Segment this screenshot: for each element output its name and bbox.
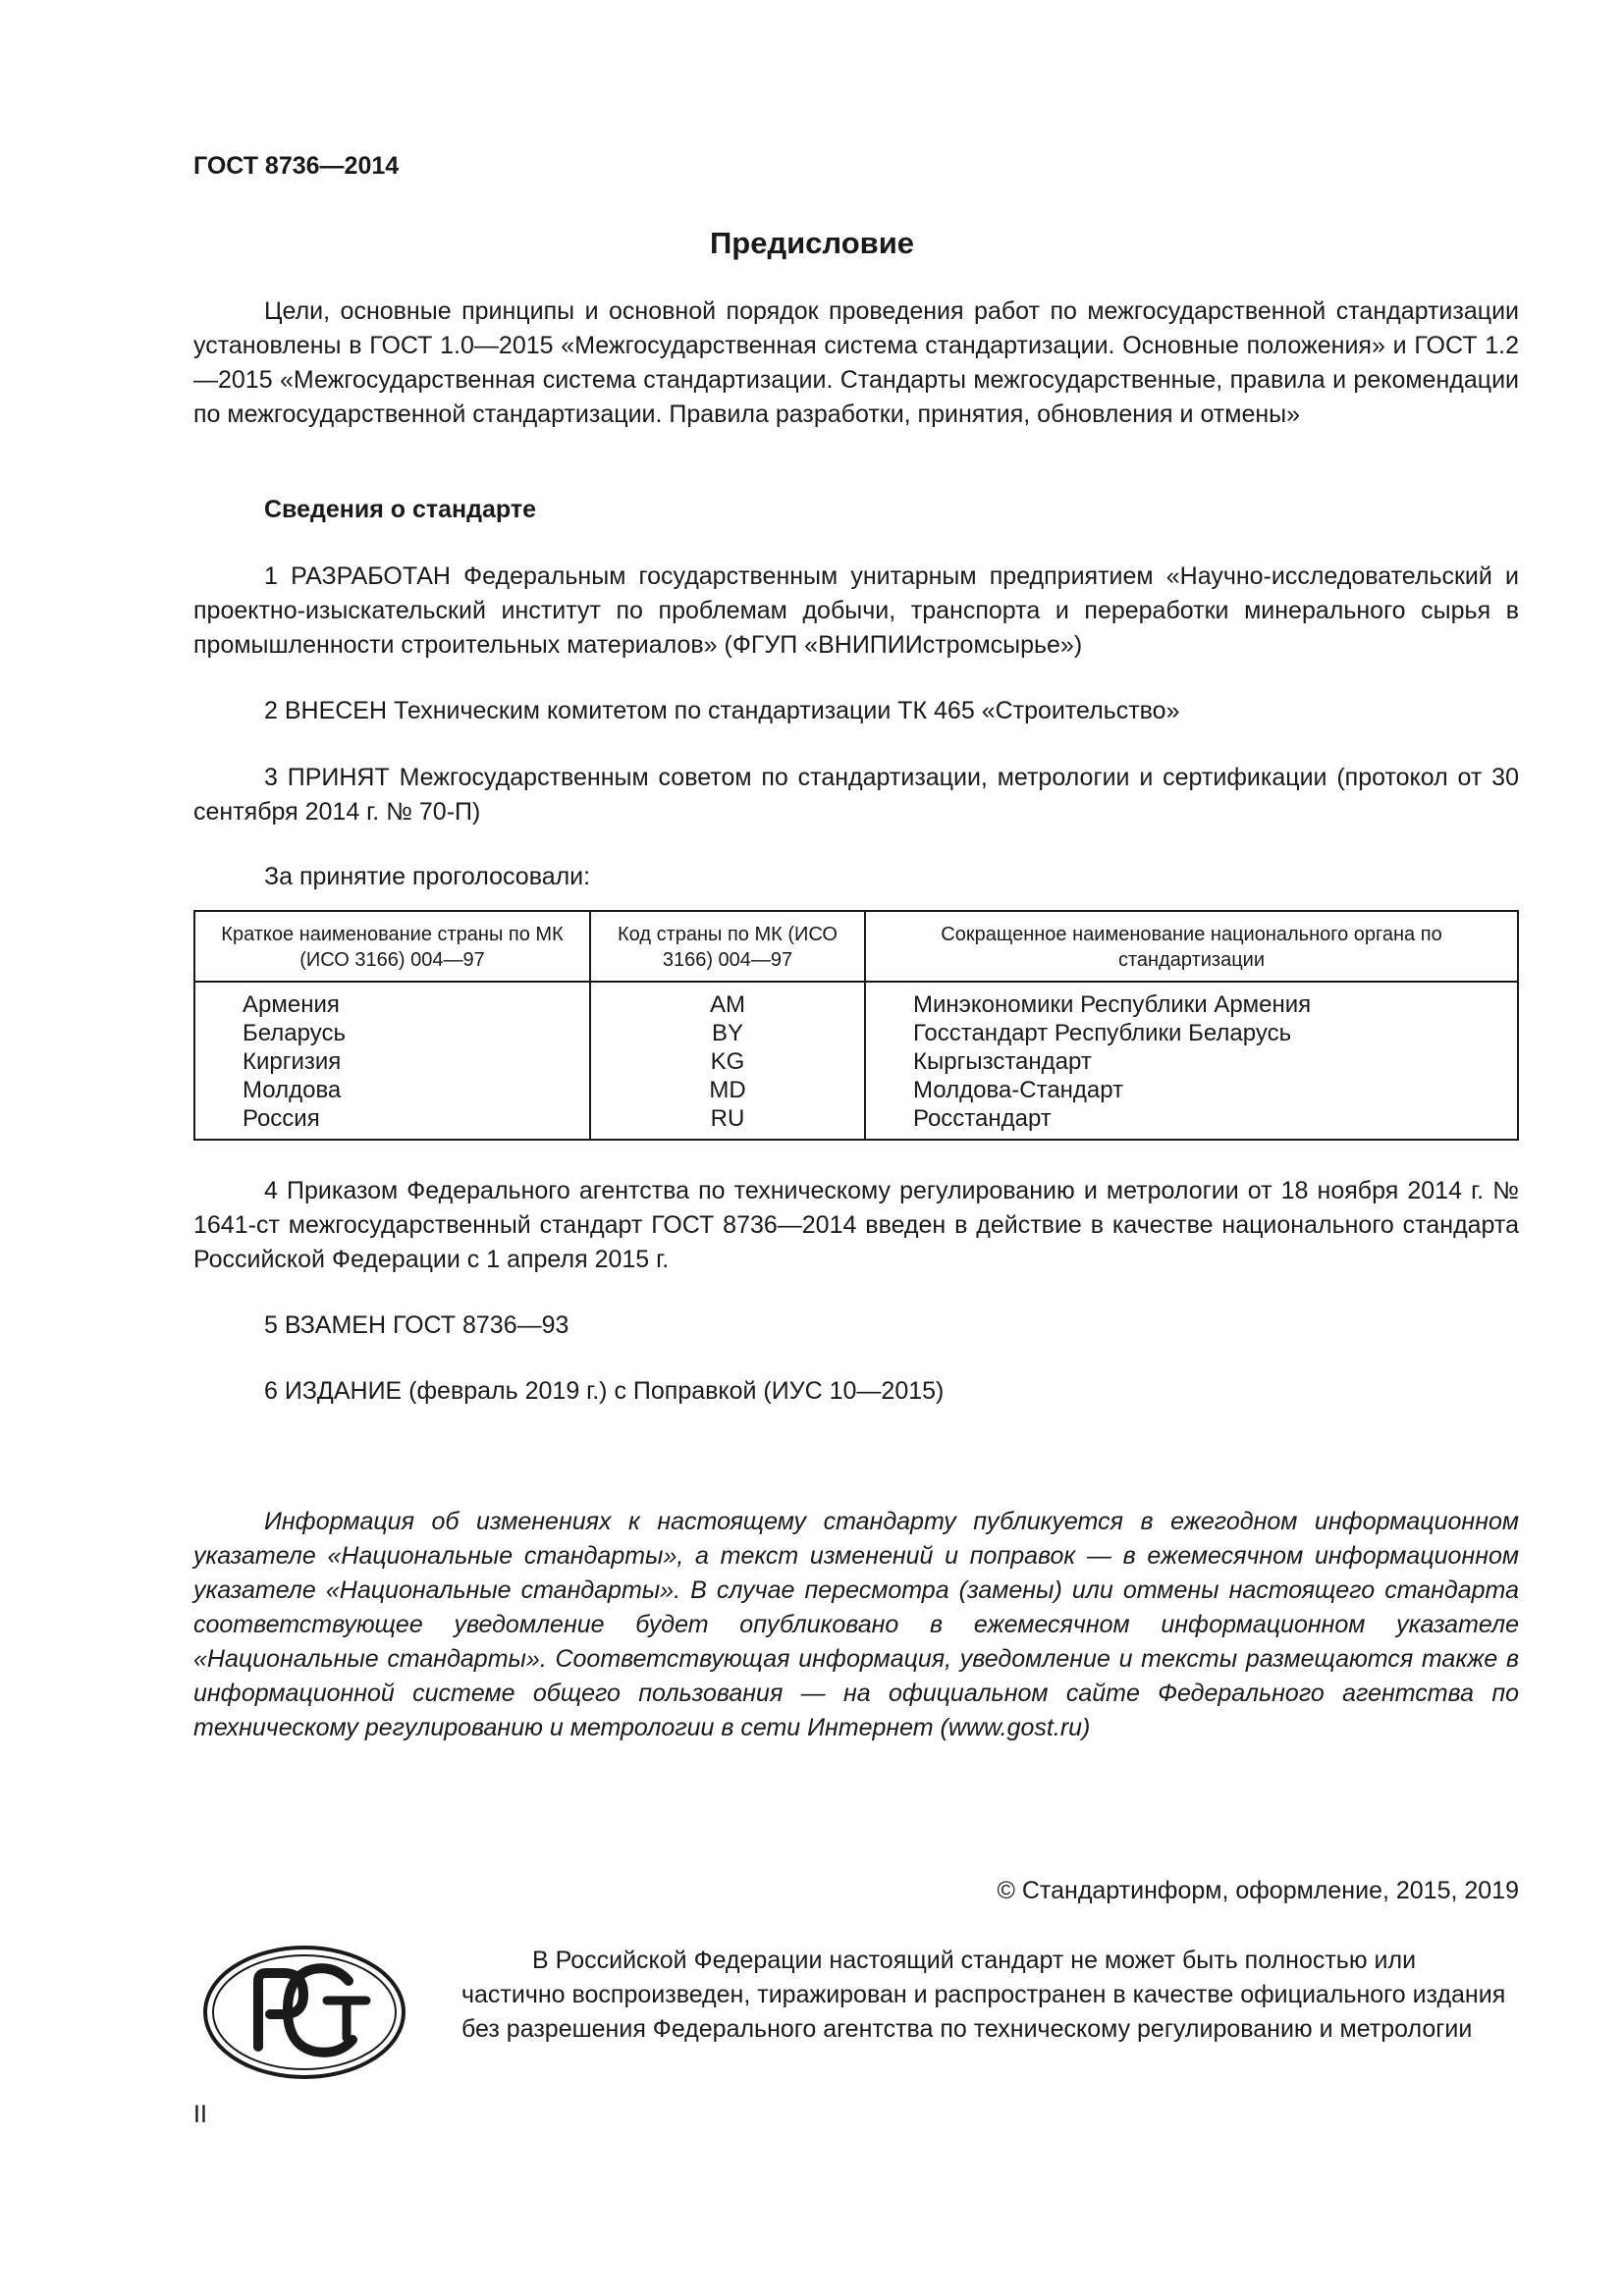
table-row (194, 1104, 1518, 1140)
cell-country: Беларусь (243, 1020, 346, 1046)
intro-paragraph: Цели, основные принципы и основной порядок проведения работ по межгосударственной стандартизации установлены в ГОСТ 1.0—2015 «Межгосударственная система стандартизации. Основные положения» и ГОСТ 1.2—2015 «Межгосударственная система стандартизации. Стандарты межгосударственные, правила и рекомендации по межгосударственной стандартизации. Правила разработки, принятия, обновления и отмены» (193, 297, 1519, 428)
column-header-country: Краткое наименование страны по МК (ИСО 3166) 004—97 (194, 911, 590, 982)
voting-table (193, 910, 1519, 1141)
table-row (194, 1076, 1518, 1104)
page-title: Предисловие (709, 226, 914, 260)
item-2-paragraph: 2 ВНЕСЕН Техническим комитетом по стандартизации ТК 465 «Строительство» (264, 697, 1180, 724)
rst-certification-mark-icon (201, 1944, 407, 2081)
item-6-paragraph: 6 ИЗДАНИЕ (февраль 2019 г.) с Поправкой (ИУС 10—2015) (264, 1377, 945, 1405)
cell-body: Молдова-Стандарт (865, 1076, 1518, 1104)
table-row (194, 1047, 1518, 1076)
table-header-row (194, 911, 1518, 982)
item-1-paragraph: 1 РАЗРАБОТАН Федеральным государственным унитарным предприятием «Научно-исследовательский и проектно-изыскательский институт по проблемам добычи, транспорта и переработки минерального сырья в промышленности строительных материалов» (ФГУП «ВНИПИИстромсырье») (193, 562, 1519, 659)
section-heading: Сведения о стандарте (264, 496, 537, 523)
cell-code: BY (590, 1019, 865, 1047)
cell-country: Молдова (243, 1077, 342, 1103)
item-3-paragraph: 3 ПРИНЯТ Межгосударственным советом по стандартизации, метрологии и сертификации (протокол от 30 сентября 2014 г. № 70-П) (193, 764, 1519, 826)
copyright-line: © Стандартинформ, оформление, 2015, 2019 (997, 1877, 1519, 1904)
cell-code: MD (590, 1076, 865, 1104)
cell-body: Кыргызстандарт (865, 1047, 1518, 1076)
cell-country: Россия (243, 1105, 320, 1132)
cell-body: Госстандарт Республики Беларусь (865, 1019, 1518, 1047)
column-header-code: Код страны по МК (ИСО 3166) 004—97 (590, 911, 865, 982)
item-5-paragraph: 5 ВЗАМЕН ГОСТ 8736—93 (264, 1311, 569, 1339)
cell-code: KG (590, 1047, 865, 1076)
cell-country: Армения (243, 991, 340, 1018)
document-code-header: ГОСТ 8736—2014 (193, 152, 400, 180)
item-4-paragraph: 4 Приказом Федерального агентства по техническому регулированию и метрологии от 18 ноября 2014 г. № 1641-ст межгосударственный стандарт ГОСТ 8736—2014 введен в действие в качестве национального стандарта Российской Федерации с 1 апреля 2015 г. (193, 1177, 1519, 1273)
changes-notice: Информация об изменениях к настоящему стандарту публикуется в ежегодном информационном указателе «Национальные стандарты», а текст изменений и поправок — в ежемесячном информационном указателе «Национальные стандарты». В случае пересмотра (замены) или отмены настоящего стандарта соответствующее уведомление будет опубликовано в ежемесячном информационном указателе «Национальные стандарты». Соответствующая информация, уведомление и тексты размещаются также в информационной системе общего пользования — на официальном сайте Федерального агентства по техническому регулированию и метрологии в сети Интернет (www.gost.ru) (193, 1508, 1519, 1741)
cell-country: Киргизия (243, 1048, 342, 1075)
cell-body: Росстандарт (865, 1104, 1518, 1140)
page-number: II (193, 2101, 207, 2128)
column-header-body: Сокращенное наименование национального органа по стандартизации (865, 911, 1518, 982)
table-row (194, 982, 1518, 1019)
rights-notice: В Российской Федерации настоящий стандарт не может быть полностью или частично воспроизведен, тиражирован и распространен в качестве официального издания без разрешения Федерального агентства по техническому регулированию и метрологии (461, 1947, 1506, 2043)
vote-label: За принятие проголосовали: (264, 863, 591, 890)
cell-body: Минэкономики Республики Армения (865, 982, 1518, 1019)
table-row (194, 1019, 1518, 1047)
cell-code: RU (590, 1104, 865, 1140)
cell-code: AM (590, 982, 865, 1019)
